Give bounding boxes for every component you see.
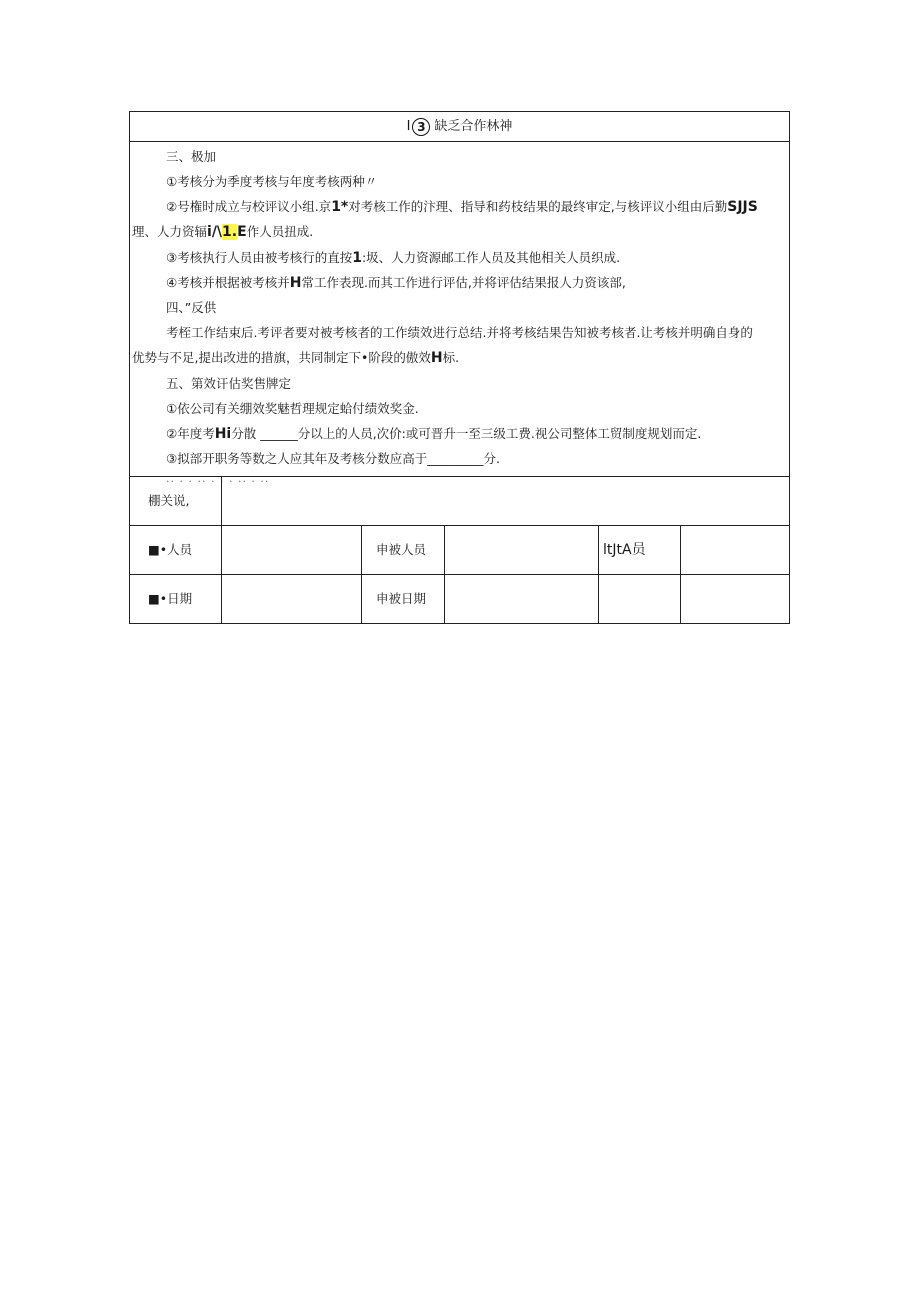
policy-line: 优势与不足,提出改进的措旗，共同制定下•阶段的傲效H标.	[132, 350, 460, 366]
assessor-label: ■•人员	[130, 526, 222, 575]
approver-label: ltJtA员	[599, 526, 681, 575]
policy-line: ②年度考Hi分散 ______分以上的人员,次价:或可晋升一至三级工费.视公司整体工贸制度规划而定.	[166, 426, 702, 442]
policy-text-block	[130, 142, 789, 488]
policy-line: ①考核分为季度考核与年度考核两种〃	[166, 174, 378, 189]
approve-date-field[interactable]	[681, 575, 789, 623]
approver-field[interactable]	[681, 526, 789, 575]
section-title-3: 三、极加	[166, 149, 217, 164]
remark-field[interactable]	[222, 477, 789, 526]
circled-number-badge: 3	[412, 118, 430, 136]
review-date-field[interactable]	[445, 575, 599, 623]
assess-date-label: ■•日期	[130, 575, 222, 623]
approve-date-label-empty	[599, 575, 681, 623]
review-date-label: 申被日期	[362, 575, 445, 623]
assessor-field[interactable]	[222, 526, 362, 575]
policy-line: ③考核执行人员由被考核行的直按1:圾、人力资源邮工作人员及其他相关人员织成.	[166, 250, 621, 266]
cutoff-line: ·· · · ·· · · · ·· · ··	[166, 475, 270, 488]
highlighted-text: 1.	[222, 224, 238, 240]
review-form-frame	[129, 111, 790, 624]
policy-line: 考桎工作结束后.考评者要对被考核者的工作绩效进行总结.并将考核结果告知被考核者.让考核并明确自身的	[166, 325, 753, 340]
header-title: 缺乏合作林神	[434, 119, 513, 134]
policy-line: 理、人力资辐i/\1.E作人员扭成.	[132, 224, 314, 240]
remark-label: 棚关说,	[130, 477, 222, 526]
policy-line: ③拟部开职务等数之人应其年及考核分数应高于_________分.	[166, 451, 500, 466]
policy-line: ②号権时成立与校评议小组.京1*对考核工作的汴理、指导和药枝结果的最终审定,与核评议小组由后勤SJJS	[166, 199, 758, 215]
reviewer-field[interactable]	[445, 526, 599, 575]
header-prefix: I	[406, 119, 411, 134]
section-title-4: 四、”反供	[166, 300, 217, 315]
section-title-5: 五、第效讦估奖售牌定	[166, 376, 292, 391]
assess-date-field[interactable]	[222, 575, 362, 623]
reviewer-label: 申被人员	[362, 526, 445, 575]
policy-line: ④考核并根据被考核并H常工作表现.而其工作进行评估,并将评估结果报人力资该部,	[166, 275, 626, 291]
section-header	[130, 112, 789, 142]
policy-line: ①依公司有关绷效奖魅哲理规定蛤付绩效奖金.	[166, 401, 419, 416]
